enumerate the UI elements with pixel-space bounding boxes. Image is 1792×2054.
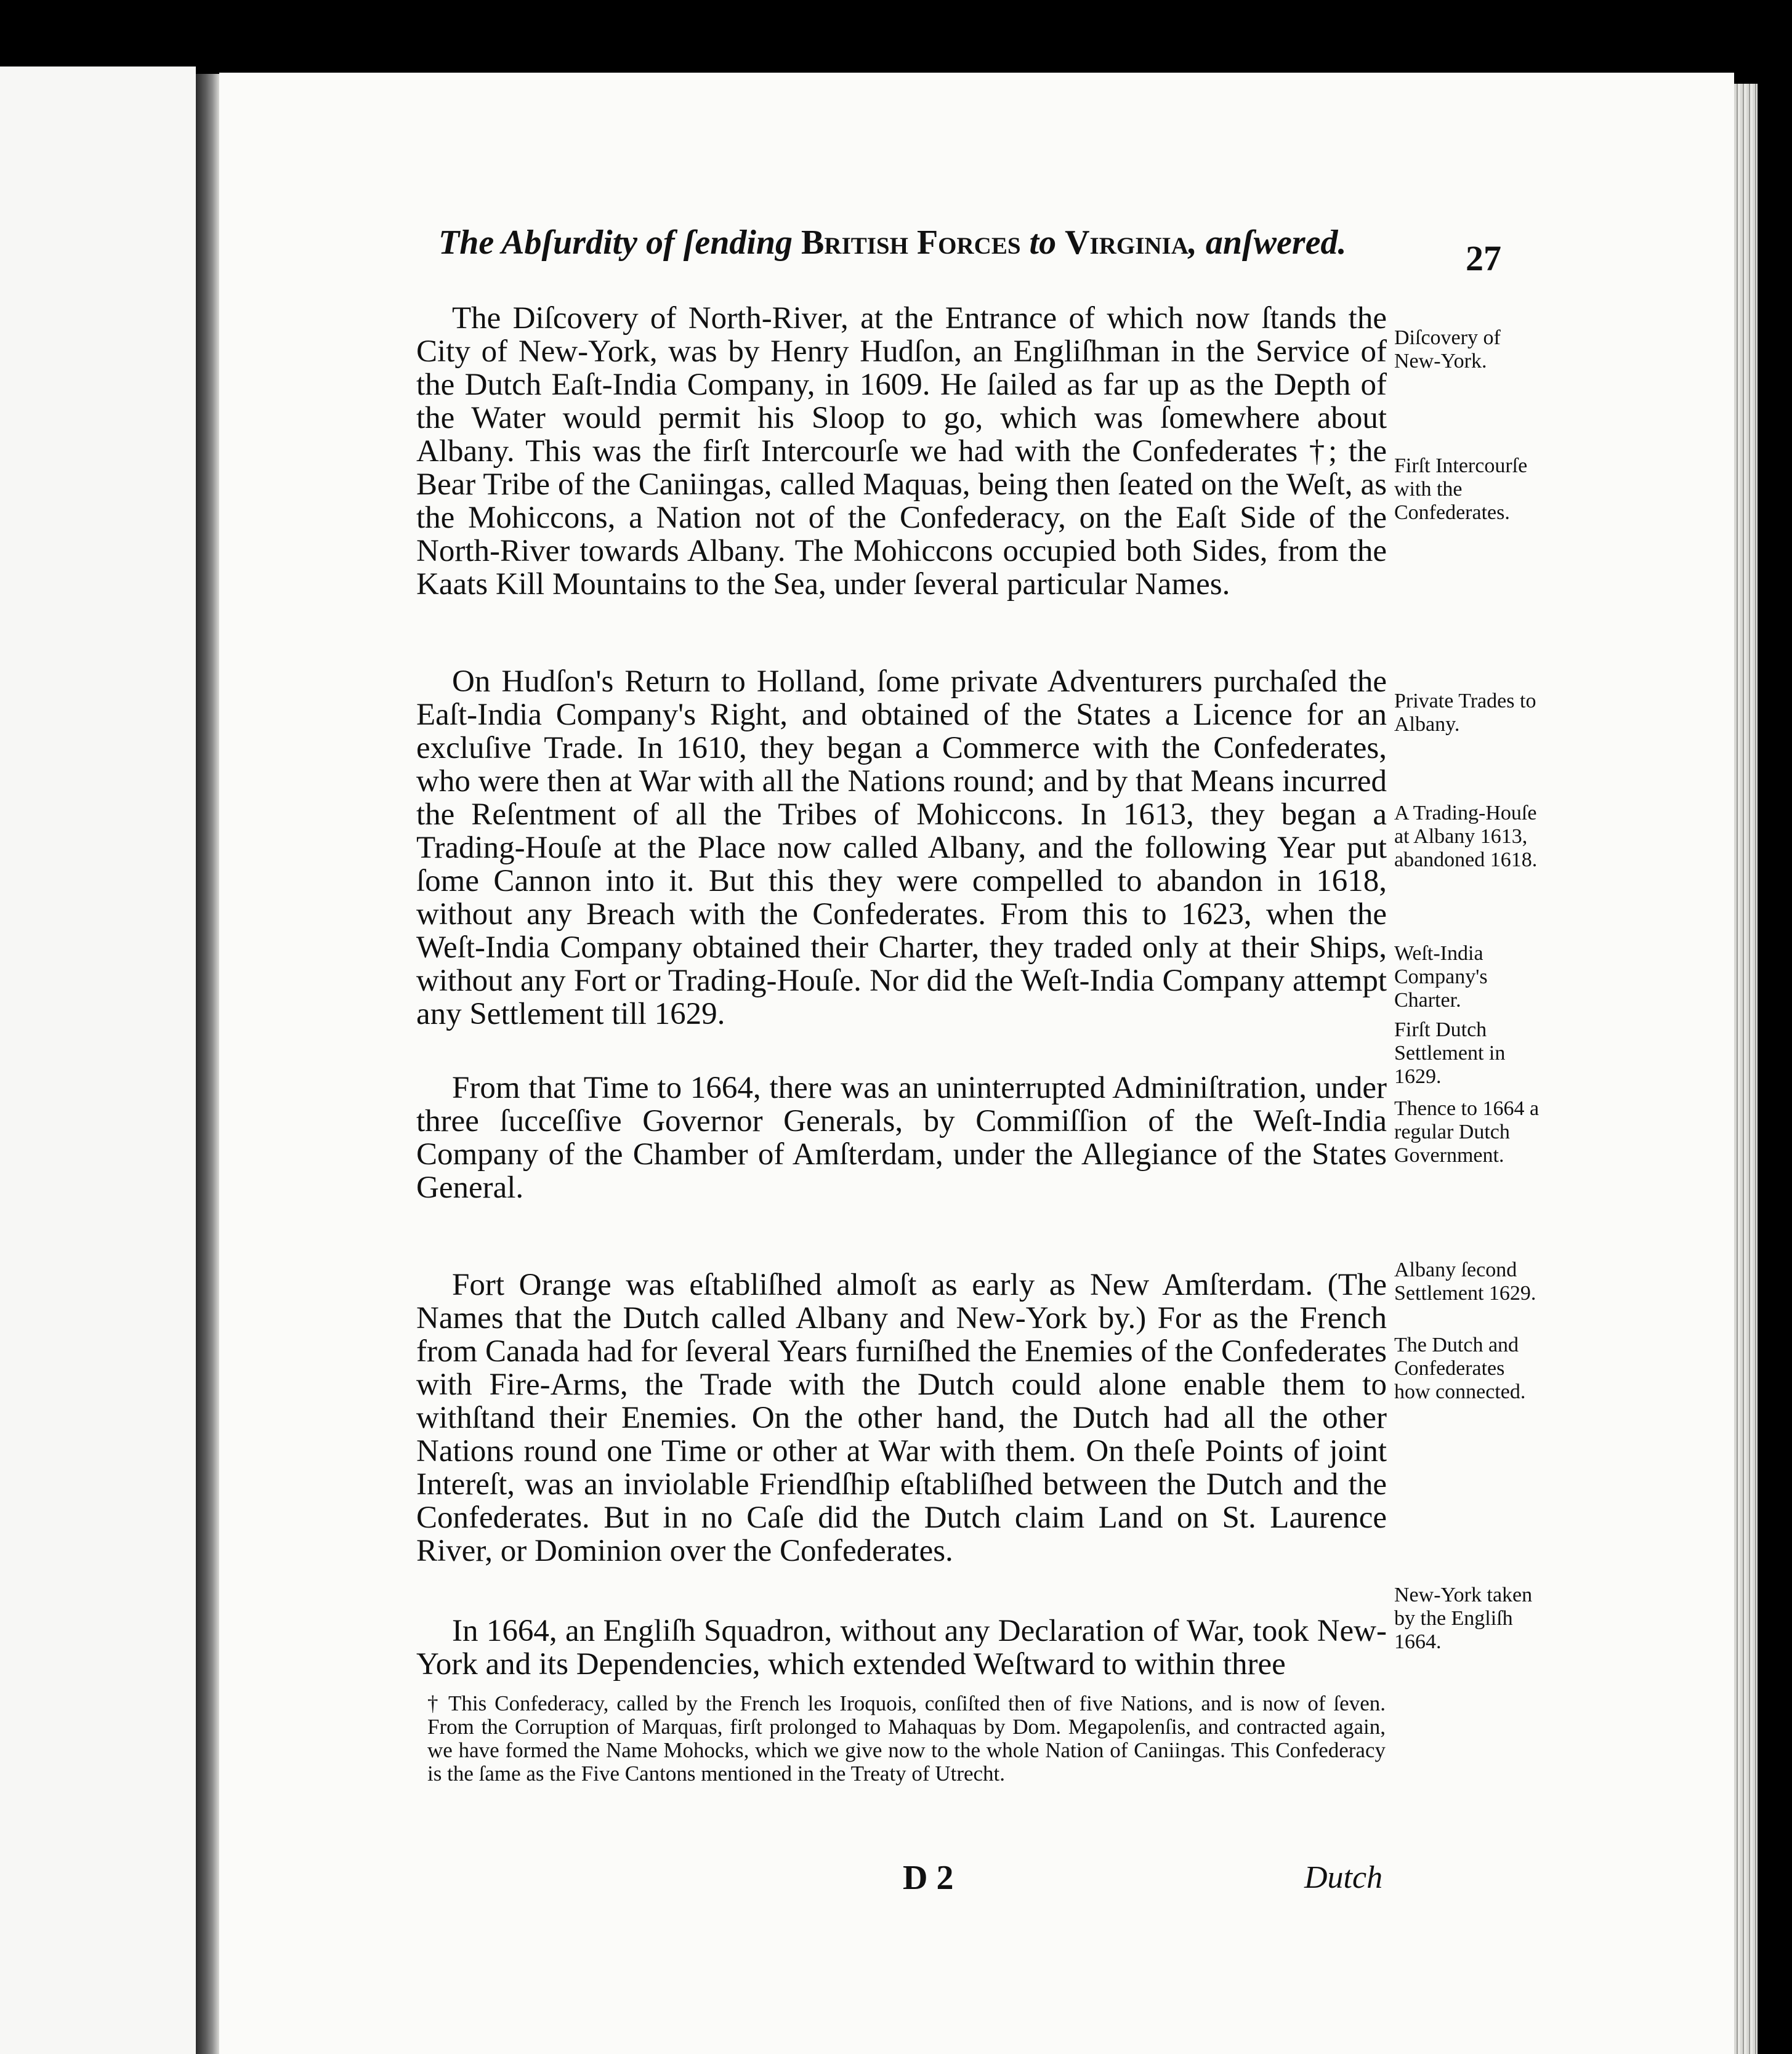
paragraph-4: Fort Orange was eſtabliſhed almoſt as early as New Amſterdam. (The Names that the Dutch called Albany and New-York by.) For as the French from Canada had for ſeveral Years furniſhed the Enemies of the Confederates with Fire-Arms, the Trade with the Dutch could alone enable them to withſtand their Enemies. On the other hand, the Dutch had all the other Nations round one Time or other at War with them. On theſe Points of joint Intereſt, was an inviolable Friendſhip eſtabliſhed between the Dutch and the Confederates. But in no Caſe did the Dutch claim Land on St. Laurence River, or Dominion over the Confederates.	[416, 1268, 1387, 1568]
header-part3: to	[1020, 224, 1065, 262]
paragraph-5: In 1664, an Engliſh Squadron, without any Declaration of War, took New-York and its Dependencies, which extended Weſtward to within three	[416, 1614, 1387, 1681]
signature-mark: D 2	[903, 1859, 954, 1897]
paragraph-2: On Hudſon's Return to Holland, ſome private Adventurers purchaſed the Eaſt-India Company's Right, and obtained of the States a Licence for an excluſive Trade. In 1610, they began a Commerce with the Confederates, who were then at War with all the Nations round; and by that Means incurred the Reſentment of all the Tribes of Mohiccons. In 1613, they began a Trading-Houſe at the Place now called Albany, and the following Year put ſome Cannon into it. But this they were compelled to abandon in 1618, without any Breach with the Confederates. From this to 1623, when the Weſt-India Company obtained their Charter, they traded only at their Ships, without any Fort or Trading-Houſe. Nor did the Weſt-India Company attempt any Settlement till 1629.	[416, 664, 1387, 1031]
facing-page	[0, 66, 196, 2054]
margin-note-10: New-York taken by the Engliſh 1664.	[1394, 1584, 1533, 1653]
paragraph-3: From that Time to 1664, there was an uninterrupted Adminiſtration, under three ſucceſſive Governor Generals, by Commiſſion of the Weſt-India Company of the Chamber of Amſterdam, under the Allegiance of the States General.	[416, 1071, 1387, 1205]
footnote: † This Confederacy, called by the French les Iroquois, conſiſted then of five Nations, and is now of ſeven. From the Corruption of Marquas, firſt prolonged to Mahaquas by Dom. Megapolenſis, and contracted again, we have formed the Name Mohocks, which we give now to the whole Nation of Caniingas. This Confederacy is the ſame as the Five Cantons mentioned in the Treaty of Utrecht.	[427, 1691, 1386, 1786]
header-part1: The Abſurdity of ſending	[438, 224, 802, 262]
margin-note-6: Firſt Dutch Settlement in 1629.	[1394, 1018, 1506, 1088]
margin-note-4: A Trading-Houſe at Albany 1613, abandoned 1618.	[1394, 802, 1538, 871]
margin-note-1: Diſcovery of New-York.	[1394, 326, 1501, 373]
margin-note-8: Albany ſecond Settlement 1629.	[1394, 1259, 1536, 1305]
header-part2: British Forces	[801, 224, 1021, 262]
margin-note-5: Weſt-India Company's Charter.	[1394, 942, 1488, 1012]
catchword: Dutch	[1304, 1860, 1383, 1895]
page-number: 27	[1466, 238, 1501, 278]
header-part5: , anſwered.	[1188, 224, 1347, 262]
paragraph-1: The Diſcovery of North-River, at the Entrance of which now ſtands the City of New-York, was by Henry Hudſon, an Engliſhman in the Service of the Dutch Eaſt-India Company, in 1609. He ſailed as far up as the Depth of the Water would permit his Sloop to go, which was ſomewhere about Albany. This was the firſt Intercourſe we had with the Confederates †; the Bear Tribe of the Caniingas, called Maquas, being then ſeated on the Weſt, as the Mohiccons, a Nation not of the Confederacy, on the Eaſt Side of the North-River towards Albany. The Mohiccons occupied both Sides, from the Kaats Kill Mountains to the Sea, under ſeveral particular Names.	[416, 301, 1387, 602]
margin-note-2: Firſt Intercourſe with the Confederates.	[1394, 454, 1528, 524]
header-part4: Virginia	[1065, 224, 1189, 262]
margin-note-3: Private Trades to Albany.	[1394, 690, 1536, 736]
margin-note-9: The Dutch and Confederates how connected.	[1394, 1334, 1526, 1403]
running-header	[438, 223, 1347, 262]
body-text	[416, 302, 1387, 1681]
book-gutter	[196, 74, 219, 2054]
page-edges	[1734, 84, 1758, 2054]
margin-note-7: Thence to 1664 a regular Dutch Government.	[1394, 1097, 1540, 1167]
